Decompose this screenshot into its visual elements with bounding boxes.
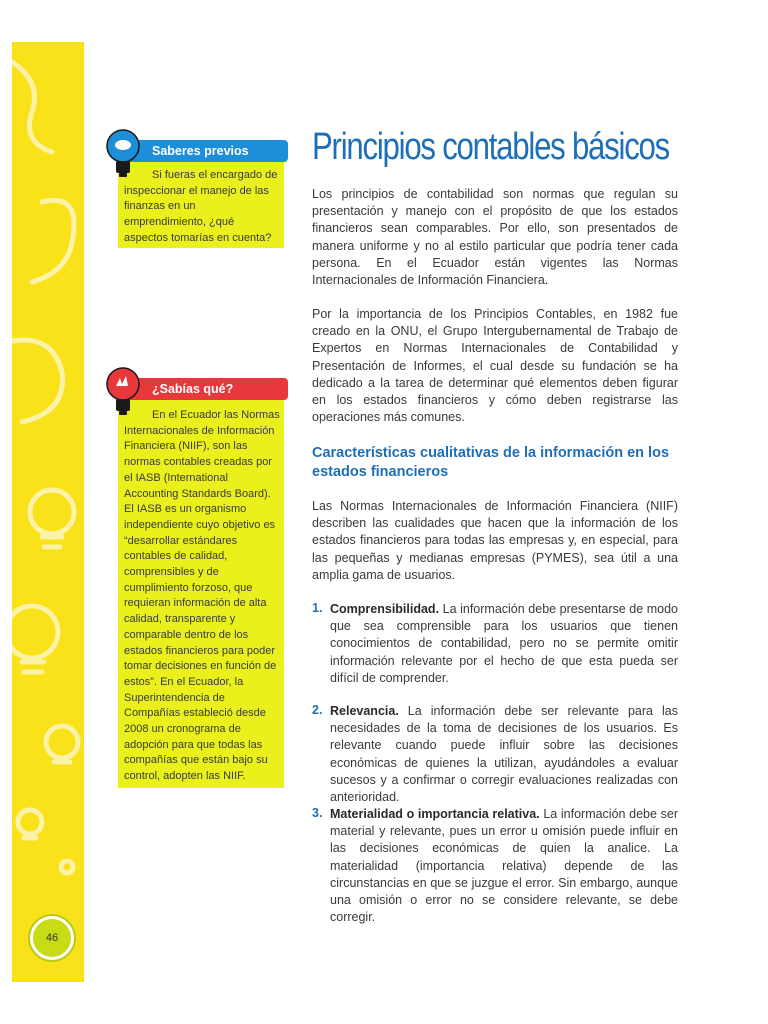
paragraph-1: Los principios de contabilidad son normas que regulan su presentación y manejo con el propósito de que los estados financieros sean comparables. Por ello, son presentados de manera uniforme y no al estilo particular que podría tener cada persona. En el Ecuador están vigentes las Normas Internacionales de Información Financiera. — [312, 187, 678, 288]
intro-paragraph — [312, 186, 678, 289]
item-term: Materialidad o importancia relativa. — [330, 807, 540, 821]
item-number: 2. — [312, 703, 323, 717]
sabias-que-box — [118, 378, 284, 788]
item-text: La información debe ser relevante para las necesidades de la toma de decisiones de los usuarios. Es relevante cuando puede influir sobre las decisiones económicas de quienes la utilizan, ayudándoles a evaluar sucesos y a confirmar o corregir evaluaciones realizadas con anterioridad. — [330, 704, 678, 805]
paragraph-3: Las Normas Internacionales de Información Financiera (NIIF) describen las cualidades que hacen que la información de los estados financieros para todas las empresas y, en especial, para las pequeñas y medianas empresas (PYMES), sea útil a una amplia gama de usuarios. — [312, 499, 678, 582]
page-number: 46 — [30, 916, 74, 960]
item-number: 1. — [312, 601, 323, 615]
item-body — [330, 703, 678, 806]
item-body — [330, 806, 678, 926]
saberes-previos-text: Si fueras el encargado de inspeccionar el manejo de las finanzas en un emprendimiento, ¿qué aspectos tomarías en cuenta? — [124, 169, 278, 244]
page-title: Principios contables básicos — [312, 126, 669, 168]
item-number: 3. — [312, 806, 323, 820]
sabias-que-text: En el Ecuador las Normas Internacionales de Información Financiera (NIIF), son las normas contables creadas por el IASB (International Accounting Standards Board). El IASB es un organismo independiente cuyo objetivo es “desarrollar estándares contables de calidad, comprensibles y de cumplimiento forzoso, que requieran información de alta calidad, transparente y comparable dentro de los estados financieros para poder tomar decisiones en función de estos”. En el Ecuador, la Superintendencia de Compañías estableció desde 2008 un cronograma de adopción para que todas las compañías que están bajo su control, adopten las NIIF. — [124, 409, 280, 783]
niif-paragraph — [312, 498, 678, 584]
sabias-que-header: ¿Sabías qué? — [118, 378, 288, 400]
paragraph-2: Por la importancia de los Principios Contables, en 1982 fue creado en la ONU, el Grupo Intergubernamental de Trabajo de Expertos en Normas Internacionales de Contabilidad y Presentación de Informes, el cual desde su fundación se ha dedicado a la tarea de determinar qué elementos deben figurar en los estados financieros y cómo deben registrarse las operaciones más comunes. — [312, 307, 678, 425]
history-paragraph — [312, 306, 678, 426]
item-term: Comprensibilidad. — [330, 602, 440, 616]
saberes-previos-header: Saberes previos — [118, 140, 288, 162]
item-text: La información debe presentarse de modo que sea comprensible para los usuarios que tienen conocimientos de contabilidad, pero no se permite omitir información relevante por el hecho de que esta pueda ser difícil de comprender. — [330, 602, 678, 685]
saberes-previos-box — [118, 140, 284, 248]
item-term: Relevancia. — [330, 704, 399, 718]
decorative-side-band — [12, 42, 84, 982]
lightbulb-pattern-icon — [12, 42, 84, 982]
section-subheading: Características cualitativas de la información en los estados financieros — [312, 445, 670, 480]
item-text: La información debe ser material y relevante, pues un error u omisión puede influir en las decisiones económicas de quien la analice. La materialidad (importancia relativa) depende de las circunstancias en que se juzgue el error. Sin embargo, aunque una omisión o error no se considere relevante, se debe corregir. — [330, 807, 678, 925]
item-body — [330, 601, 678, 687]
